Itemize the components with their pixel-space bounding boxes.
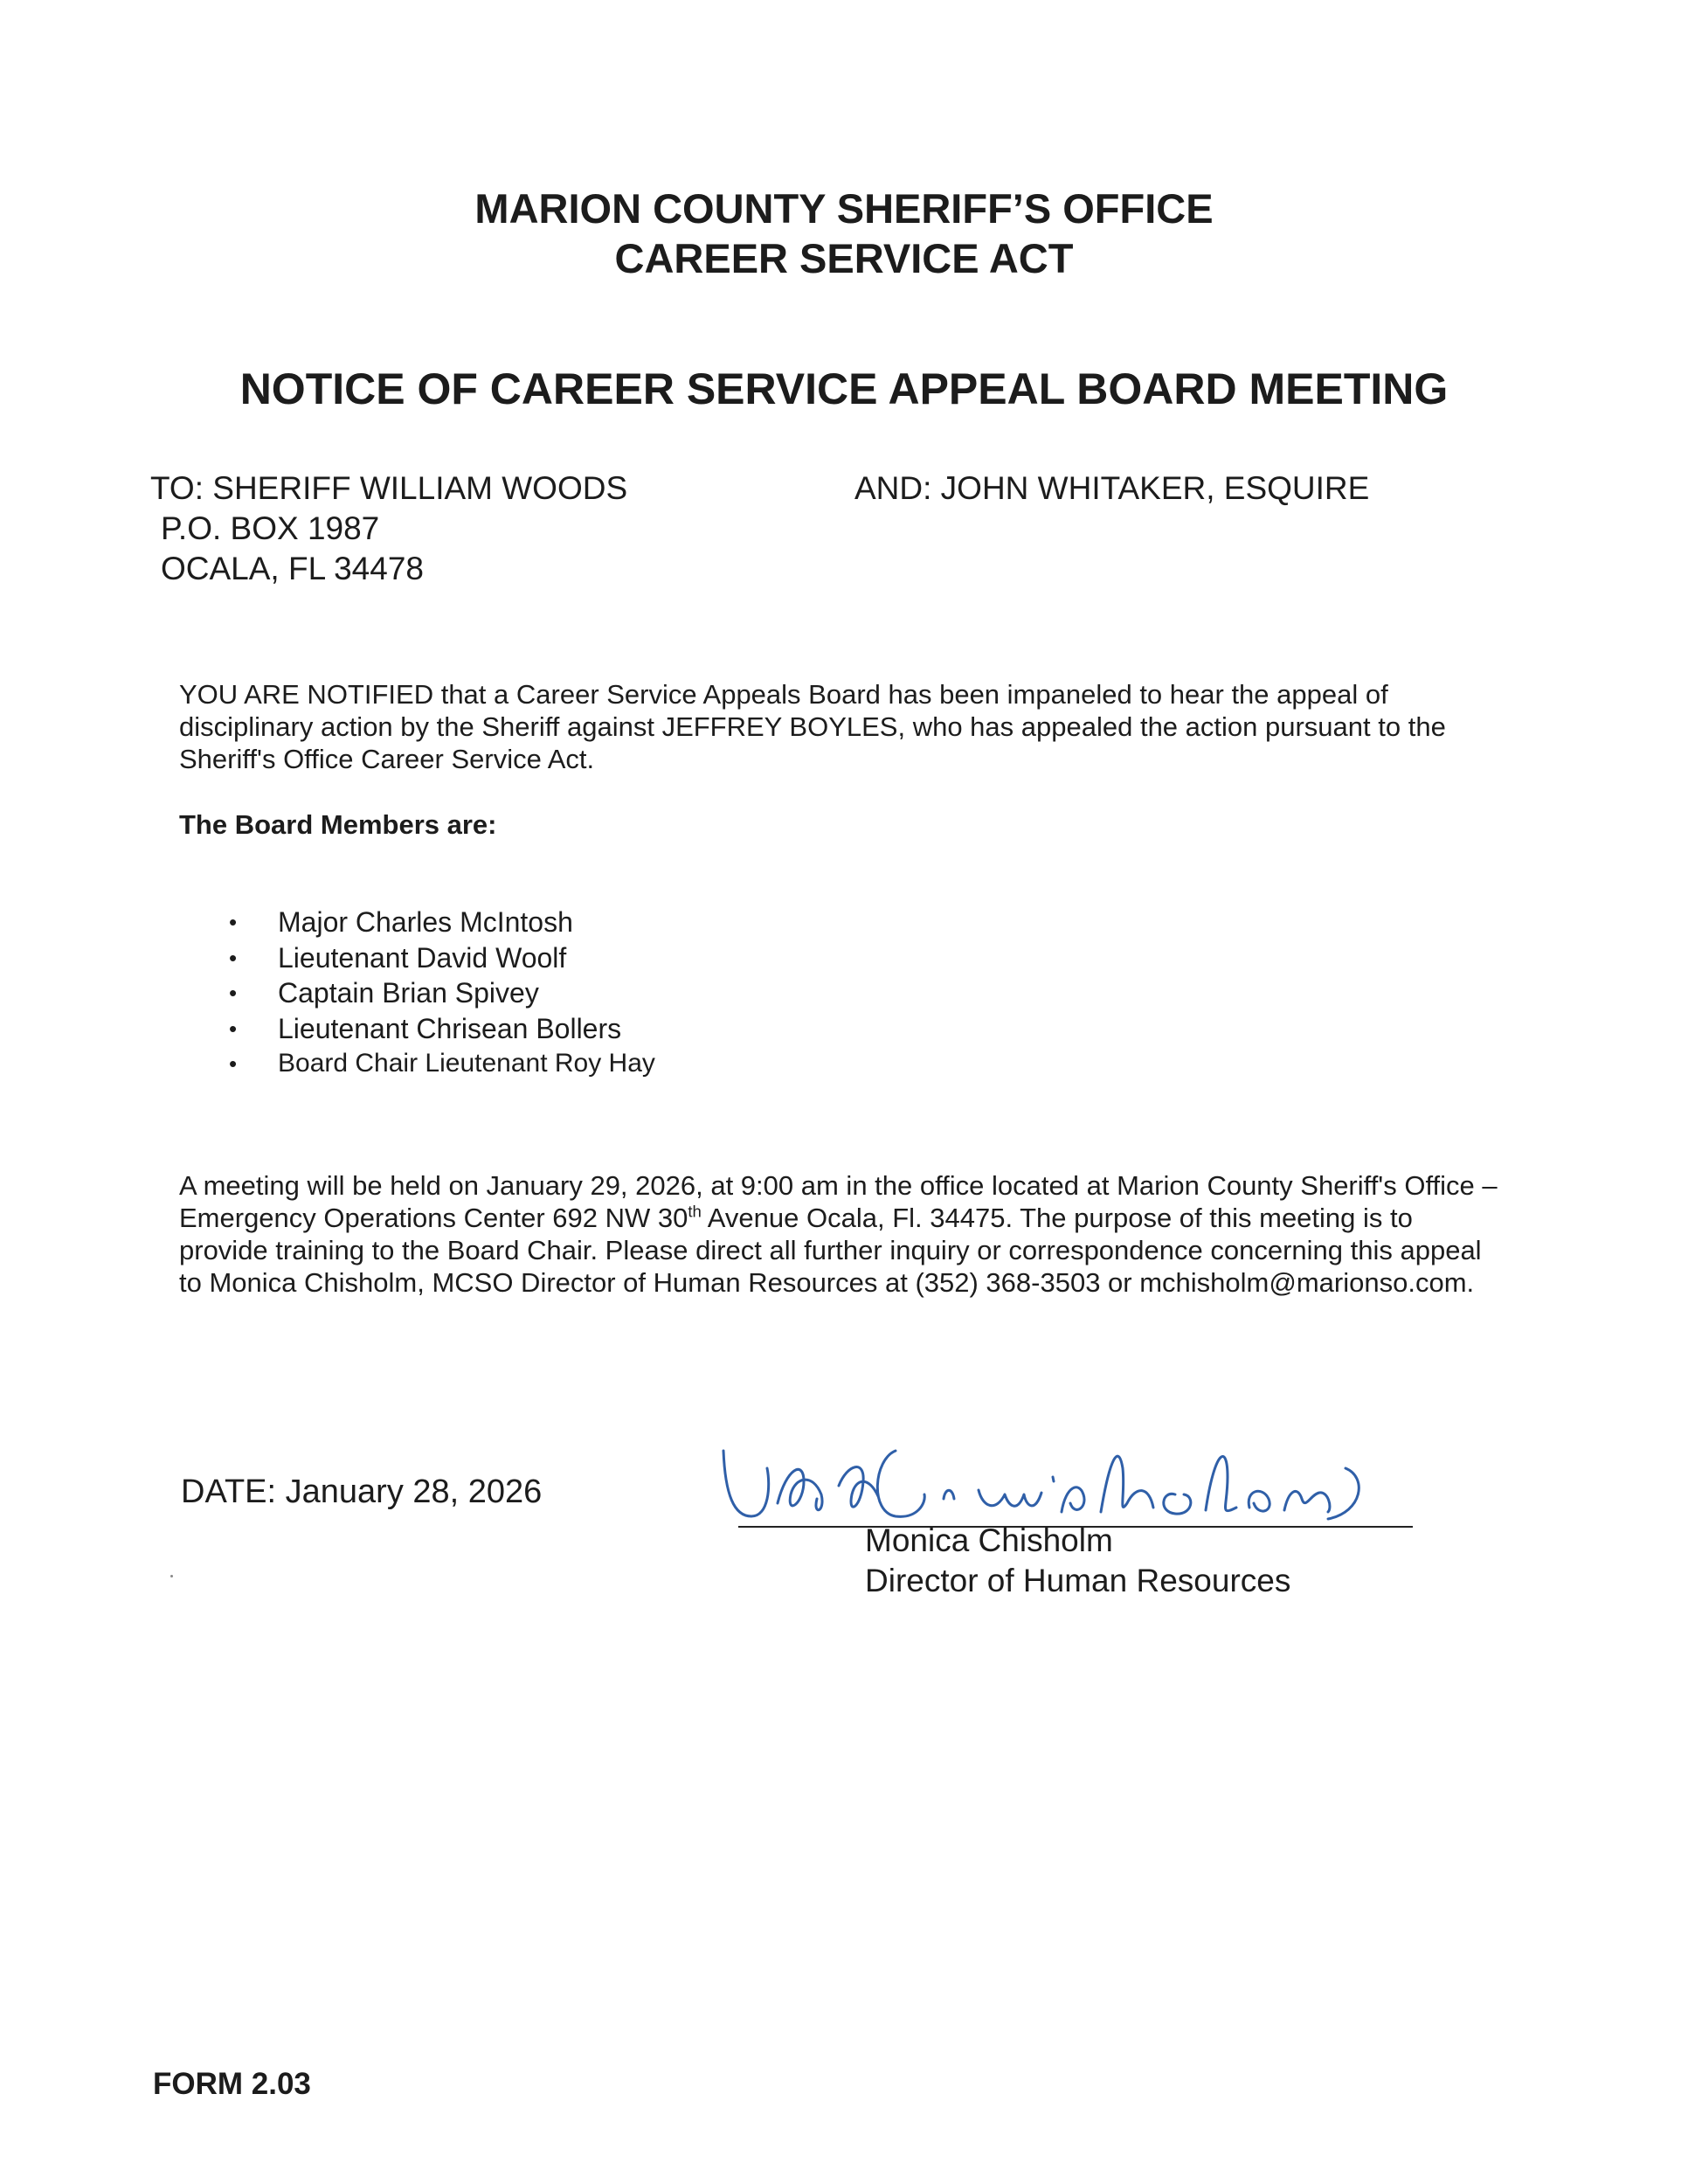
member-name: Lieutenant David Woolf: [278, 941, 567, 974]
signer-block: [865, 1521, 1290, 1601]
bullet-icon: •: [229, 1015, 238, 1042]
org-title-line1: MARION COUNTY SHERIFF’S OFFICE: [474, 185, 1214, 232]
bullet-icon: •: [229, 980, 238, 1006]
signature-stroke: [723, 1451, 1359, 1519]
board-members-list: [227, 905, 655, 1082]
notice-title: NOTICE OF CAREER SERVICE APPEAL BOARD MEETING: [239, 364, 1449, 413]
notification-paragraph: YOU ARE NOTIFIED that a Career Service Appeals Board has been impaneled to hear the appeal of disciplinary action by the Sheriff against JEFFREY BOYLES, who has appealed the action pursuant to the Sheriff's Office Career Service Act.: [179, 679, 1446, 774]
list-item: [227, 1046, 655, 1082]
to-address-block: [150, 468, 627, 589]
form-number: FORM 2.03: [153, 2067, 311, 2101]
and-recipient: AND: JOHN WHITAKER, ESQUIRE: [854, 470, 1370, 506]
list-item: [227, 1011, 655, 1047]
signer-title: Director of Human Resources: [865, 1563, 1291, 1598]
list-item: [227, 940, 655, 976]
to-line-1: TO: SHERIFF WILLIAM WOODS: [150, 470, 628, 506]
member-name: Lieutenant Chrisean Bollers: [278, 1012, 622, 1044]
ordinal-suffix: th: [688, 1202, 702, 1221]
meeting-text-part1: A meeting will be held on January 29, 2026, at 9:00 am in the office located at Marion County Sheriff's Office – Emergency Operations Center 692 NW 30: [179, 1170, 1498, 1233]
to-line-2: P.O. BOX 1987: [161, 510, 380, 546]
meeting-paragraph: [179, 1169, 1507, 1299]
org-title: [0, 184, 1688, 283]
scan-speck: [170, 1575, 173, 1577]
member-name: Captain Brian Spivey: [278, 977, 539, 1009]
list-item: [227, 905, 655, 940]
meeting-text-part2: Avenue Ocala, Fl. 34475. The purpose of this meeting is to provide training to the Board Chair. Please direct all further inquiry or correspondence concerning this appeal to Monica Chisholm, MCSO Director of Human Resources at (352) 368-3503 or mchisholm@marionso.com.: [179, 1203, 1482, 1298]
member-name: Board Chair Lieutenant Roy Hay: [278, 1049, 655, 1078]
list-item: [227, 975, 655, 1011]
bullet-icon: •: [229, 1050, 238, 1077]
date-line: DATE: January 28, 2026: [181, 1473, 543, 1510]
to-line-3: OCALA, FL 34478: [161, 551, 424, 586]
org-title-line2: CAREER SERVICE ACT: [614, 235, 1074, 281]
board-members-heading: The Board Members are:: [179, 809, 497, 840]
bullet-icon: •: [229, 944, 238, 971]
bullet-icon: •: [229, 909, 238, 935]
member-name: Major Charles McIntosh: [278, 906, 573, 938]
signer-name: Monica Chisholm: [865, 1522, 1113, 1558]
